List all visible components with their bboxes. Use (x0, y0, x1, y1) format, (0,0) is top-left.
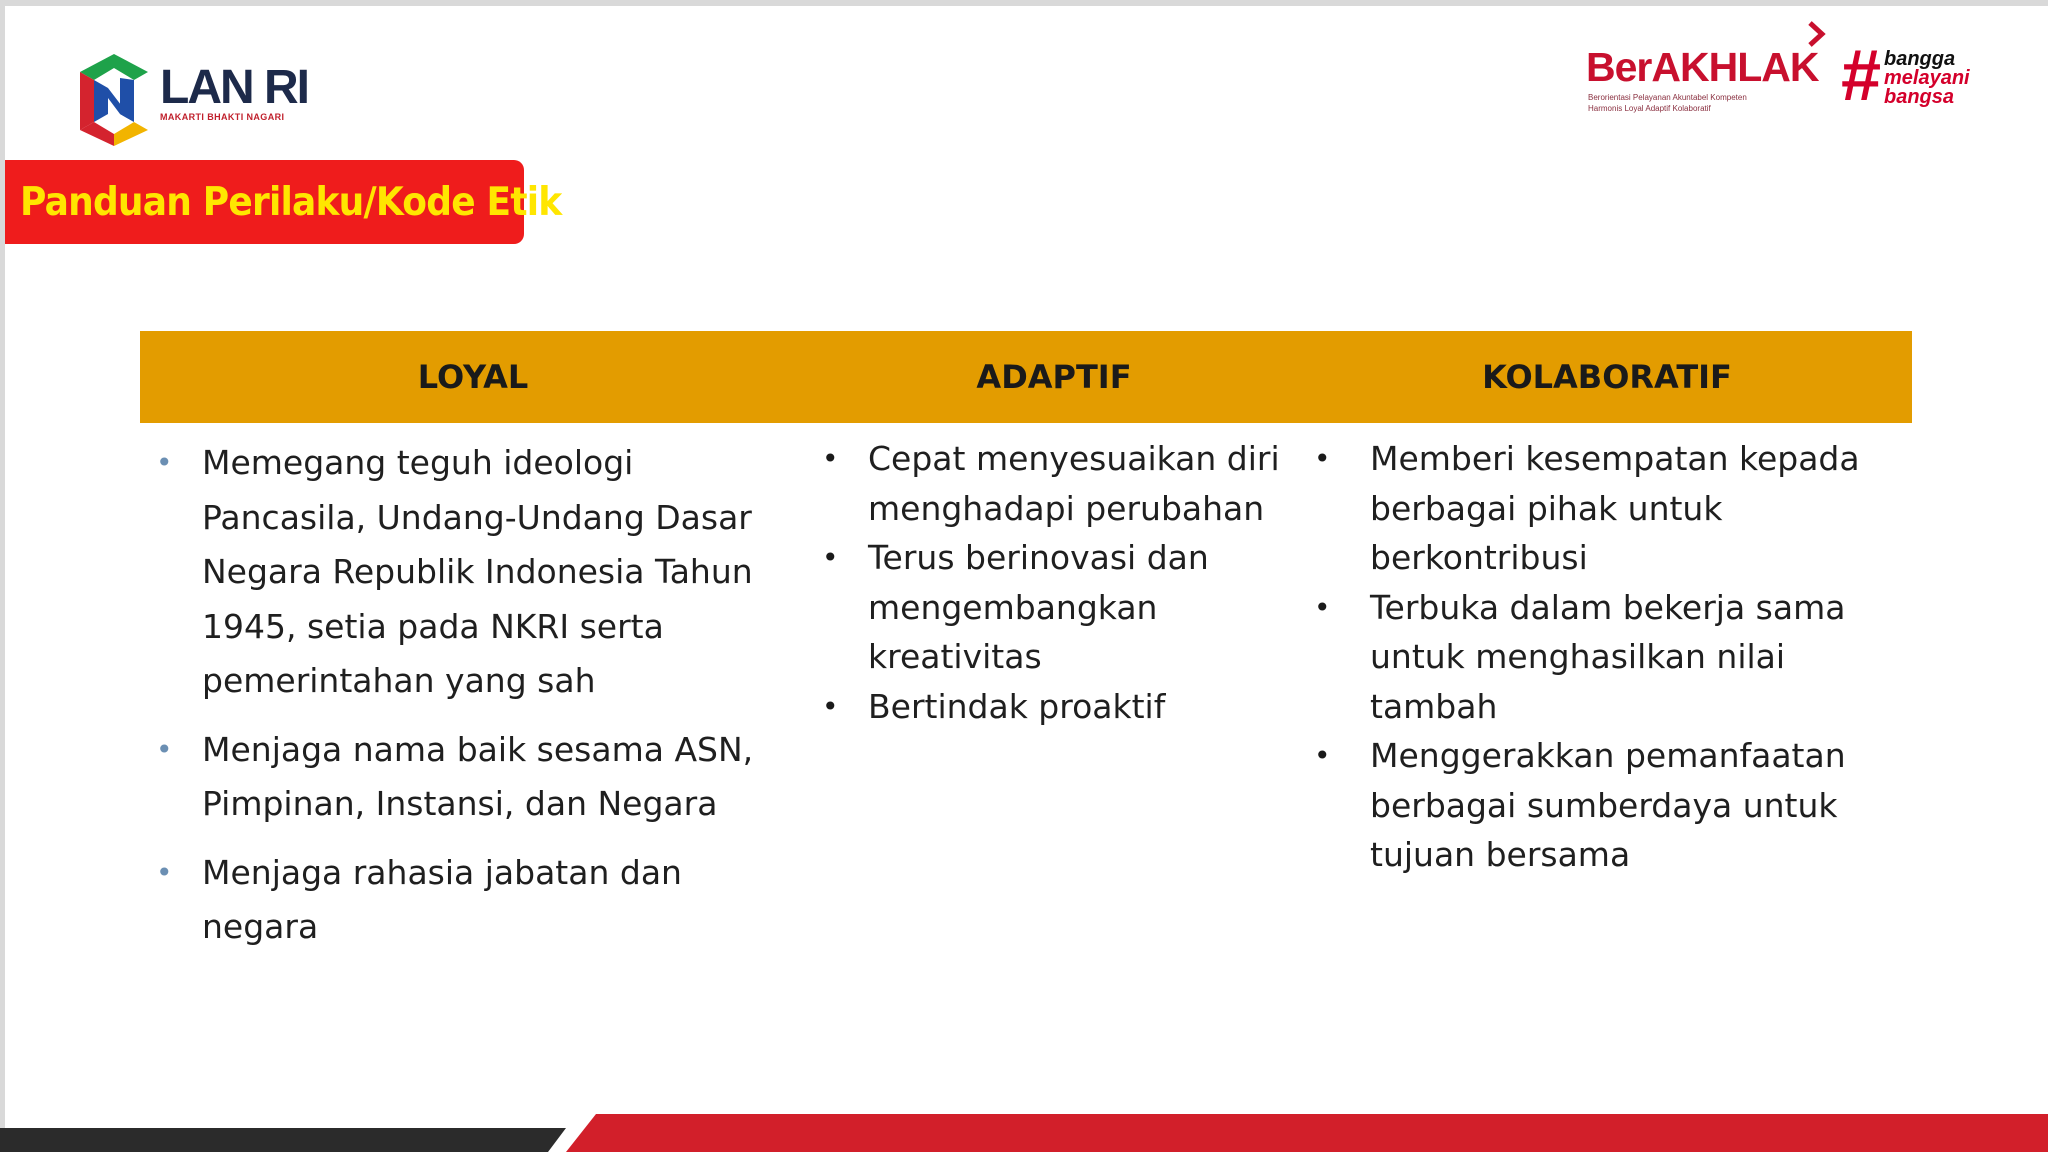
list-item (822, 682, 1292, 732)
frame-top-border (0, 0, 2048, 6)
list-item (1314, 731, 1914, 880)
list-item-text: Terus berinovasi dan mengembangkan kreativitas (868, 538, 1209, 676)
footer-bars (0, 1114, 2048, 1152)
list-item-text: Menjaga nama baik sesama ASN, Pimpinan, Instansi, dan Negara (202, 729, 754, 823)
column-header-adaptif: ADAPTIF (976, 358, 1132, 396)
list-item-text: Menjaga rahasia jabatan dan negara (202, 852, 682, 946)
list-item-text: Terbuka dalam bekerja sama untuk menghasilkan nilai tambah (1370, 587, 1846, 726)
footer-dark-bar (0, 1128, 566, 1152)
bullet-icon: • (1314, 590, 1331, 624)
page-title: Panduan Perilaku/Kode Etik (20, 179, 562, 225)
footer-red-bar (566, 1114, 2048, 1152)
page-title-banner (5, 160, 562, 244)
list-item (1314, 434, 1914, 583)
list-item-text: Memegang teguh ideologi Pancasila, Undang-Undang Dasar Negara Republik Indonesia Tahun 1945, setia pada NKRI serta pemerintahan yang sah (202, 443, 753, 700)
bangga-word-3: bangsa (1884, 86, 1955, 108)
adaptif-list (822, 434, 1292, 731)
list-item (156, 846, 776, 955)
list-item-text: Cepat menyesuaikan diri menghadapi perubahan (868, 439, 1280, 528)
bangga-word-2: melayani (1884, 67, 1970, 89)
bullet-icon: • (822, 442, 839, 475)
list-item-text: Menggerakkan pemanfaatan berbagai sumberdaya untuk tujuan bersama (1370, 736, 1846, 874)
lan-ri-logo (74, 50, 314, 146)
hashtag-icon: # (1840, 36, 1881, 116)
column-header-loyal: LOYAL (417, 358, 529, 396)
loyal-list (156, 436, 776, 969)
berakhlak-wordmark: BerAKHLAK (1586, 44, 1819, 90)
bangga-words (1884, 50, 1970, 107)
list-item (156, 436, 776, 709)
list-item (1314, 583, 1914, 732)
kolaboratif-list (1314, 434, 1914, 880)
bangga-word-1: bangga (1884, 48, 1956, 70)
lan-ri-wordmark: LAN RI (160, 61, 308, 114)
list-item (822, 434, 1292, 533)
bullet-icon: • (822, 689, 839, 723)
bangga-melayani-bangsa-logo (1840, 36, 1990, 116)
berakhlak-subtitle-line-2: Harmonis Loyal Adaptif Kolaboratif (1588, 104, 1711, 113)
list-item (156, 723, 776, 832)
berakhlak-subtitle-line-1: Berorientasi Pelayanan Akuntabel Kompeten (1588, 93, 1747, 102)
list-item-text: Memberi kesempatan kepada berbagai pihak untuk berkontribusi (1370, 439, 1860, 577)
lan-ri-emblem-icon (74, 50, 166, 146)
bullet-icon: • (156, 855, 173, 889)
bullet-icon: • (822, 541, 839, 574)
berakhlak-subtitle (1588, 92, 1747, 114)
bullet-icon: • (1314, 442, 1331, 475)
bullet-icon: • (156, 446, 173, 479)
table-header-row (140, 331, 1912, 423)
lan-ri-tagline: MAKARTI BHAKTI NAGARI (160, 112, 285, 122)
bullet-icon: • (1314, 739, 1331, 772)
list-item (822, 533, 1292, 682)
berakhlak-logo (1586, 20, 1836, 120)
bullet-icon: • (156, 732, 173, 766)
column-header-kolaboratif: KOLABORATIF (1482, 358, 1732, 396)
list-item-text: Bertindak proaktif (868, 686, 1166, 726)
